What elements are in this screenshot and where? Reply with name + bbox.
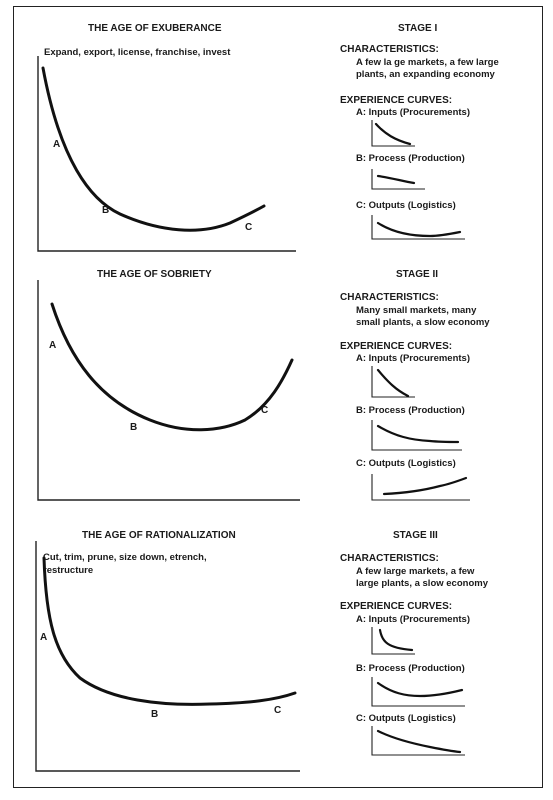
stage-2-curve-a-label: A: Inputs (Procurements) — [356, 353, 471, 364]
panel-3-subtitle-line-1: Cut, trim, prune, size down, etrench, — [43, 552, 207, 563]
stage-3-curve-b-label: B: Process (Production) — [356, 663, 465, 674]
stage-3-characteristics-line-2: large plants, a slow economy — [356, 578, 488, 589]
panel-3-title: THE AGE OF RATIONALIZATION — [82, 530, 236, 541]
stage-2-experience-label: EXPERIENCE CURVES: — [340, 341, 453, 352]
stage-3-mini-curve-c — [378, 731, 460, 752]
stage-1-characteristics-label: CHARACTERISTICS: — [340, 44, 439, 55]
stage-2-characteristics-line-2: small plants, a slow economy — [356, 317, 490, 328]
stage-2-characteristics-label: CHARACTERISTICS: — [340, 292, 439, 303]
stage-1-characteristics-line-1: A few la ge markets, a few large — [356, 57, 499, 68]
stage-1-curve-c-label: C: Outputs (Logistics) — [356, 200, 456, 211]
stage-2-characteristics-line-1: Many small markets, many — [356, 305, 477, 316]
stage-3-title: STAGE III — [393, 530, 438, 541]
stage-2-title: STAGE II — [396, 269, 439, 280]
stage-3-curve-c-label: C: Outputs (Logistics) — [356, 713, 456, 724]
stage-1-curve-a-label: A: Inputs (Procurements) — [356, 107, 471, 118]
panel-3-label-c: C — [274, 705, 282, 716]
stage-3-characteristics-label: CHARACTERISTICS: — [340, 553, 439, 564]
stage-3-curve-a-label: A: Inputs (Procurements) — [356, 614, 471, 625]
stage-3-experience-label: EXPERIENCE CURVES: — [340, 601, 453, 612]
panel-1-label-c: C — [245, 222, 253, 233]
panel-2-label-b: B — [130, 422, 138, 433]
panel-2-label-a: A — [49, 340, 57, 351]
panel-2-title: THE AGE OF SOBRIETY — [97, 269, 212, 280]
stage-1-title: STAGE I — [398, 23, 438, 34]
panel-3-label-b: B — [151, 709, 159, 720]
stage-3-mini-curve-b — [378, 683, 462, 696]
stage-1-experience-label: EXPERIENCE CURVES: — [340, 95, 453, 106]
stage-3-characteristics-line-1: A few large markets, a few — [356, 566, 475, 577]
stage-1-curve-b-label: B: Process (Production) — [356, 153, 465, 164]
panel-3-subtitle-line-2: restructure — [43, 565, 94, 576]
stage-2-curve-c-label: C: Outputs (Logistics) — [356, 458, 456, 469]
panel-1-label-a: A — [53, 139, 61, 150]
panel-1-title: THE AGE OF EXUBERANCE — [88, 23, 222, 34]
panel-3-label-a: A — [40, 632, 48, 643]
stage-1-characteristics-line-2: plants, an expanding economy — [356, 69, 495, 80]
panel-1-subtitle: Expand, export, license, franchise, invest — [44, 47, 231, 58]
panel-2-label-c: C — [261, 405, 269, 416]
stage-3-mini-curve-a — [380, 630, 412, 650]
stage-2-curve-b-label: B: Process (Production) — [356, 405, 465, 416]
panel-1-label-b: B — [102, 205, 110, 216]
